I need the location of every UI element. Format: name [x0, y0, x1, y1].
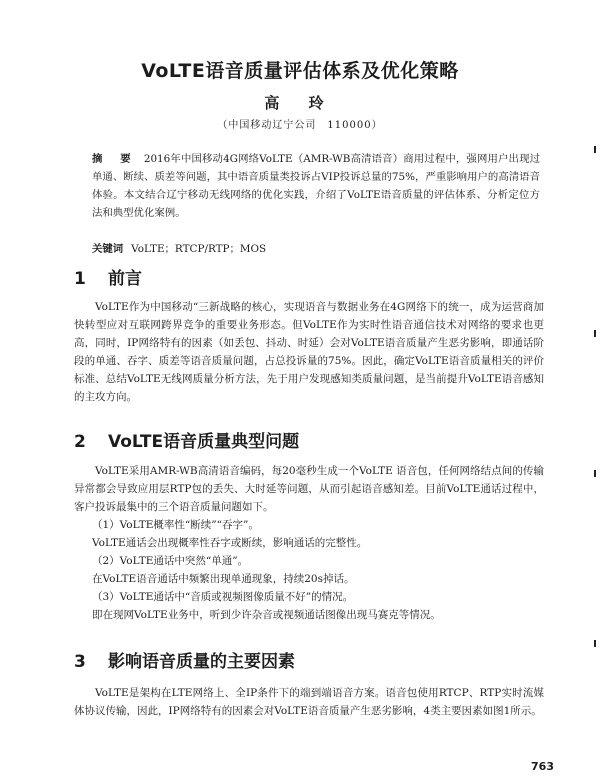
section-3-title: 影响语音质量的主要因素 — [108, 652, 295, 672]
section-2-heading — [74, 427, 299, 452]
section-1-heading — [74, 264, 142, 289]
section-2-item: （2）VoLTE通话中突然“单通”。 — [92, 555, 249, 567]
scan-edge-mark — [594, 640, 596, 647]
keywords-label: 关键词 — [92, 243, 124, 255]
abstract-text: 2016年中国移动4G网络VoLTE（AMR-WB高清语音）商用过程中，强网用户出现过单通、断续、质差等问题，其中语音质量类投诉占VIP投诉总量的75%，严重影响用户的高清语音体验。本文结合辽宁移动无线网络的优化实践，介绍了VoLTE语音质量的评估体系、分析定位方法和典型优化案例。 — [92, 153, 540, 219]
section-2-title: VoLTE语音质量典型问题 — [108, 432, 300, 452]
author-affiliation: （中国移动辽宁公司 110000） — [217, 120, 383, 131]
section-2-item: 在VoLTE语音通话中频繁出现单通现象，持续20s掉话。 — [92, 573, 355, 585]
section-2-item: （1）VoLTE概率性“断续”“吞字”。 — [92, 519, 259, 531]
keywords — [92, 240, 540, 258]
paper-title: VoLTE语音质量评估体系及优化策略 — [141, 60, 459, 82]
scan-edge-mark — [594, 146, 596, 153]
author-name: 高 玲 — [264, 94, 336, 112]
section-3-paragraph: VoLTE是架构在LTE网络上、全IP条件下的端到端语音方案。语音包使用RTCP、RTP实时流媒体协议传输，因此，IP网络特有的因素会对VoLTE语音质量产生恶劣影响，4类主要因素如图1所示。 — [74, 687, 544, 717]
section-2-item: （3）VoLTE通话中“音质或视频图像质量不好”的情况。 — [92, 591, 354, 603]
page-number: 763 — [531, 760, 554, 773]
section-3-heading — [74, 647, 295, 672]
section-3-number: 3 — [74, 652, 86, 672]
section-1-title: 前言 — [108, 269, 142, 289]
section-2-item: 即在现网VoLTE业务中，听到少许杂音或视频通话图像出现马赛克等情况。 — [92, 609, 441, 621]
abstract — [92, 150, 540, 222]
section-1-paragraph: VoLTE作为中国移动“三新战略的核心，实现语音与数据业务在4G网络下的统一，成为运营商加快转型应对互联网跨界竞争的重要业务形态。但VoLTE作为实时性语音通信技术对网络的要求也更高，同时，IP网络特有的因素（如丢包、抖动、时延）会对VoLTE语音质量产生恶劣影响，即通话阶段的单通、吞字、质差等语音质量问题，占总投诉量的75%。因此，确定VoLTE语音质量相关的评价标准、总结VoLTE无线网质量分析方法，先于用户发现感知类质量问题，是当前提升VoLTE语音感知的主攻方向。 — [74, 301, 544, 403]
abstract-label: 摘 要 — [92, 153, 138, 165]
keywords-text: VoLTE；RTCP/RTP；MOS — [131, 243, 267, 255]
section-1-number: 1 — [74, 269, 86, 289]
section-2-paragraph: VoLTE采用AMR-WB高清语音编码，每20毫秒生成一个VoLTE 语音包，任何网络结点间的传输异常都会导致应用层RTP包的丢失、大时延等问题，从而引起语音感知差。目前VoLTE通话过程中，客户投诉最集中的三个语音质量问题如下。 — [74, 465, 544, 513]
section-2-item: VoLTE通话会出现概率性吞字或断续，影响通话的完整性。 — [92, 537, 368, 549]
section-2-number: 2 — [74, 432, 86, 452]
scan-edge-mark — [594, 330, 596, 337]
scan-edge-mark — [594, 470, 596, 477]
